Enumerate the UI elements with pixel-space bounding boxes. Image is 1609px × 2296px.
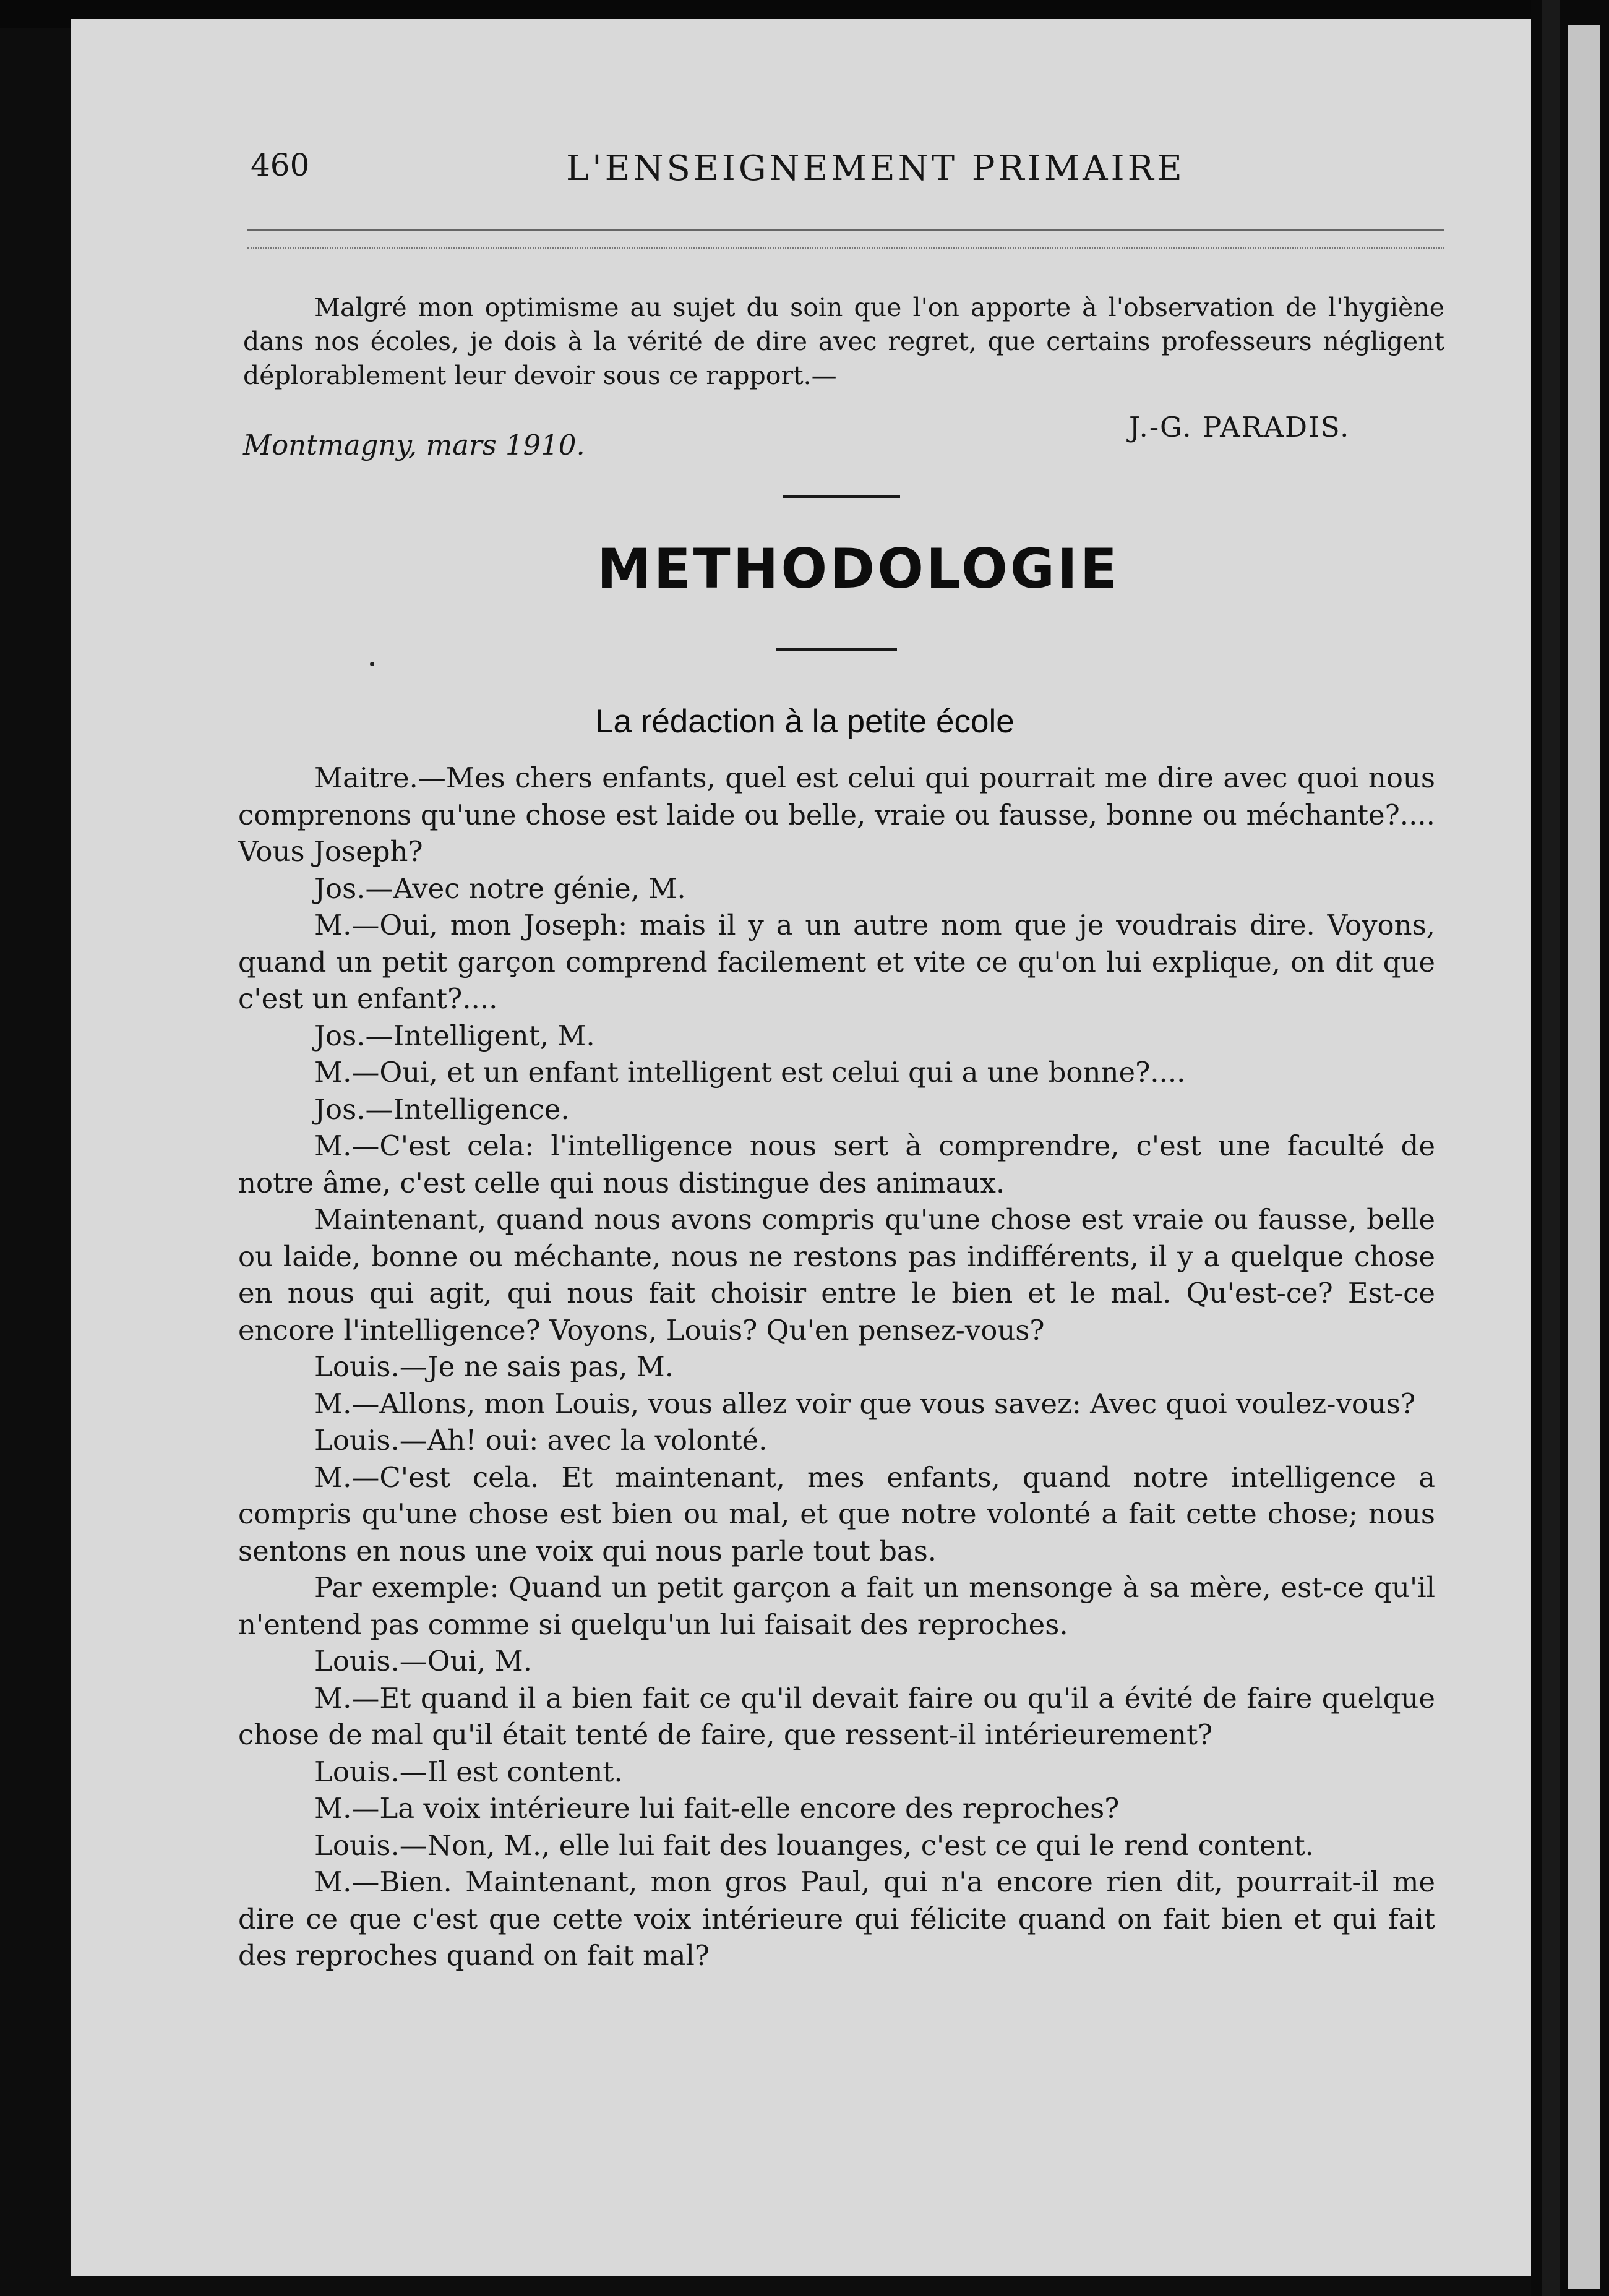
section-separator-bottom — [776, 648, 897, 651]
dialogue-paragraph: Maitre.—Mes chers enfants, quel est celui qui pourrait me dire avec quoi nous comprenons qu'une chose est laide ou belle, vraie ou fausse, bonne ou méchante?.... Vous Joseph? — [238, 761, 1435, 868]
dialogue-paragraph: Par exemple: Quand un petit garçon a fait un mensonge à sa mère, est-ce qu'il n'entend pas comme si quelqu'un lui faisait des reproches. — [238, 1571, 1435, 1641]
dialogue-paragraph: M.—Oui, et un enfant intelligent est celui qui a une bonne?.... — [314, 1056, 1186, 1089]
dialogue-paragraph: Louis.—Oui, M. — [314, 1645, 533, 1677]
dialogue-paragraph: M.—C'est cela: l'intelligence nous sert à comprendre, c'est une faculté de notre âme, c'est celle qui nous distingue des animaux. — [238, 1129, 1435, 1199]
dialogue-paragraph: Maintenant, quand nous avons compris qu'une chose est vraie ou fausse, belle ou laide, bonne ou méchante, nous ne restons pas indifférents, il y a quelque chose en nous qui agit, qui nous fait choisir entre le bien et le mal. Qu'est-ce? Est-ce encore l'intelligence? Voyons, Louis? Qu'en pensez-vous? — [238, 1203, 1435, 1347]
dialogue-paragraph: M.—La voix intérieure lui fait-elle encore des reproches? — [314, 1792, 1120, 1825]
dialogue-paragraph: M.—Oui, mon Joseph: mais il y a un autre nom que je voudrais dire. Voyons, quand un petit garçon comprend facilement et vite ce qu'on lui explique, on dit que c'est un enfant?.... — [238, 909, 1435, 1015]
dialogue-paragraph: M.—Bien. Maintenant, mon gros Paul, qui n'a encore rien dit, pourrait-il me dire ce que c'est que cette voix intérieure qui félicite quand on fait bien et qui fait des reproches quand on fait mal? — [238, 1866, 1435, 1972]
dialogue-paragraph: Jos.—Intelligence. — [314, 1092, 570, 1126]
previous-article-paragraph: Malgré mon optimisme au sujet du soin que l'on apporte à l'observation de l'hygiène dans nos écoles, je dois à la vérité de dire avec regret, que certains professeurs négligent déplorablement leur devoir sous ce rapport.— — [243, 293, 1444, 390]
header-rule-dotted — [247, 247, 1444, 249]
running-title: L'ENSEIGNEMENT PRIMAIRE — [566, 148, 1185, 189]
section-title: METHODOLOGIE — [597, 537, 1120, 601]
dialogue-paragraph: Jos.—Intelligent, M. — [314, 1019, 595, 1052]
next-page-edge — [1568, 25, 1600, 2289]
dialogue-paragraph: Jos.—Avec notre génie, M. — [314, 872, 686, 905]
print-speck — [370, 662, 374, 666]
dateline: Montmagny, mars 1910. — [243, 429, 585, 461]
dialogue-paragraph: Louis.—Il est content. — [314, 1755, 623, 1788]
dialogue-paragraph: M.—Allons, mon Louis, vous allez voir que vous savez: Avec quoi voulez-vous? — [314, 1387, 1416, 1420]
dialogue-paragraph: Louis.—Non, M., elle lui fait des louanges, c'est ce qui le rend content. — [314, 1828, 1314, 1862]
header-rule — [247, 229, 1444, 231]
page-gutter-shadow — [1542, 0, 1560, 2296]
article-subtitle: La rédaction à la petite école — [595, 703, 1015, 740]
page-number: 460 — [251, 147, 310, 183]
author-signature: J.-G. PARADIS. — [1129, 411, 1350, 443]
dialogue-body — [238, 760, 1435, 1974]
dialogue-paragraph: M.—Et quand il a bien fait ce qu'il devait faire ou qu'il a évité de faire quelque chose de mal qu'il était tenté de faire, que ressent-il intérieurement? — [238, 1681, 1435, 1751]
dialogue-paragraph: Louis.—Je ne sais pas, M. — [314, 1350, 674, 1383]
dialogue-paragraph: M.—C'est cela. Et maintenant, mes enfants, quand notre intelligence a compris qu'une chose est bien ou mal, et que notre volonté a fait cette chose; nous sentons en nous une voix qui nous parle tout bas. — [238, 1460, 1435, 1567]
section-separator-top — [783, 495, 900, 498]
dialogue-paragraph: Louis.—Ah! oui: avec la volonté. — [314, 1424, 768, 1457]
